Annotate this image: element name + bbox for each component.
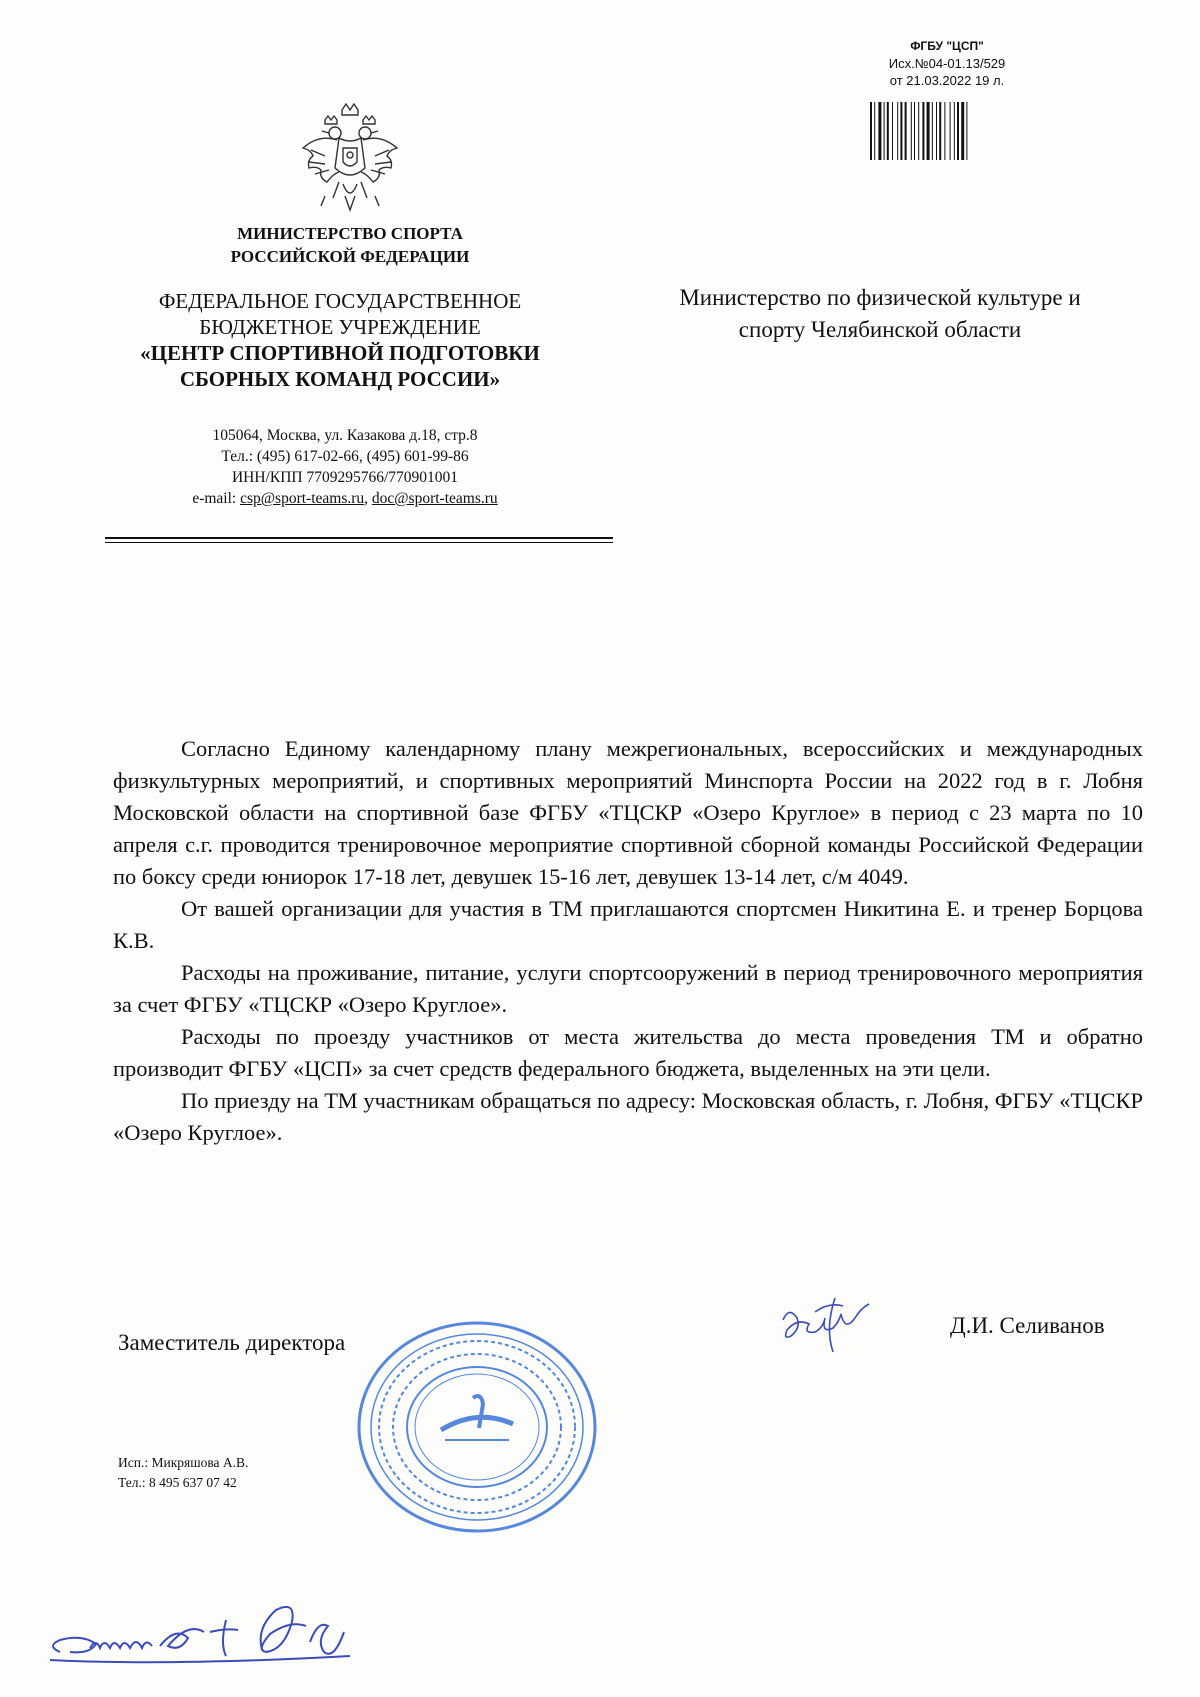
organization-name-line-1: «ЦЕНТР СПОРТИВНОЙ ПОДГОТОВКИ [140,341,540,365]
organization-line-1: ФЕДЕРАЛЬНОЕ ГОСУДАРСТВЕННОЕ [158,289,522,313]
recipient-block [620,282,1140,346]
email-label: e-mail: [192,490,241,507]
email-separator: , [364,490,372,507]
organization-line-2: БЮДЖЕТНОЕ УЧРЕЖДЕНИЕ [199,315,481,339]
registration-block [862,38,1032,89]
address: 105064, Москва, ул. Казакова д.18, стр.8 [212,427,478,444]
registration-number: Исх.№04-01.13/529 [888,56,1006,71]
barcode-icon [870,102,1020,160]
body-paragraph: Расходы на проживание, питание, услуги спортсооружений в период тренировочного мероприятия за счет ФГБУ «ТЦСКР «Озеро Круглое». [113,960,1143,1017]
email-link-doc[interactable]: doc@sport-teams.ru [371,490,498,507]
email-line [130,488,560,509]
registration-date: от 21.03.2022 19 л. [889,73,1005,88]
executor-phone: Тел.: 8 495 637 07 42 [118,1475,237,1490]
contacts-block [130,425,560,509]
ministry-line-2: РОССИЙСКОЙ ФЕДЕРАЦИИ [230,247,470,266]
handwritten-initials-icon [40,1590,380,1680]
email-link-csp[interactable]: csp@sport-teams.ru [240,490,365,507]
letter-body [113,733,1143,1149]
ministry-header [180,222,520,268]
recipient-line-2: спорту Челябинской области [738,317,1022,342]
inn-kpp: ИНН/КПП 7709295766/770901001 [231,469,459,486]
body-paragraph: Согласно Единому календарному плану межрегиональных, всероссийских и международных физкультурных мероприятий, и спортивных мероприятий Минспорта России на 2022 год в г. Лобня Московской области на спортивной базе ФГБУ «ТЦСКР «Озеро Круглое» в период с 23 марта по 10 апреля с.г. проводится тренировочное мероприятие спортивной сборной команды Российской Федерации по боксу среди юниорок 17-18 лет, девушек 15-16 лет, девушек 13-14 лет, с/м 4049. [113,736,1143,889]
organization-header [105,288,575,392]
coat-of-arms-icon [295,100,405,220]
recipient-line-1: Министерство по физической культуре и [679,285,1081,310]
body-paragraph: От вашей организации для участия в ТМ приглашаются спортсмен Никитина Е. и тренер Борцова К.В. [113,896,1143,953]
organization-name-line-2: СБОРНЫХ КОМАНД РОССИИ» [179,367,501,391]
registration-organization: ФГБУ "ЦСП" [910,39,984,53]
signatory-name: Д.И. Селиванов [950,1313,1105,1338]
official-seal-icon [355,1318,600,1536]
body-paragraph: Расходы по проезду участников от места жительства до места проведения ТМ и обратно производит ФГБУ «ЦСП» за счет средств федерального бюджета, выделенных на эти цели. [113,1024,1143,1081]
header-divider-thin [105,542,613,543]
executor-name: Исп.: Микряшова А.В. [118,1455,249,1470]
body-paragraph: По приезду на ТМ участникам обращаться по адресу: Московская область, г. Лобня, ФГБУ «ТЦСКР «Озеро Круглое». [113,1088,1143,1145]
signatory-title: Заместитель директора [118,1330,346,1355]
phones: Тел.: (495) 617-02-66, (495) 601-99-86 [221,448,469,465]
header-divider [105,537,613,539]
handwritten-signature-icon [775,1290,895,1360]
ministry-line-1: МИНИСТЕРСТВО СПОРТА [237,224,463,243]
executor-block [118,1453,248,1493]
